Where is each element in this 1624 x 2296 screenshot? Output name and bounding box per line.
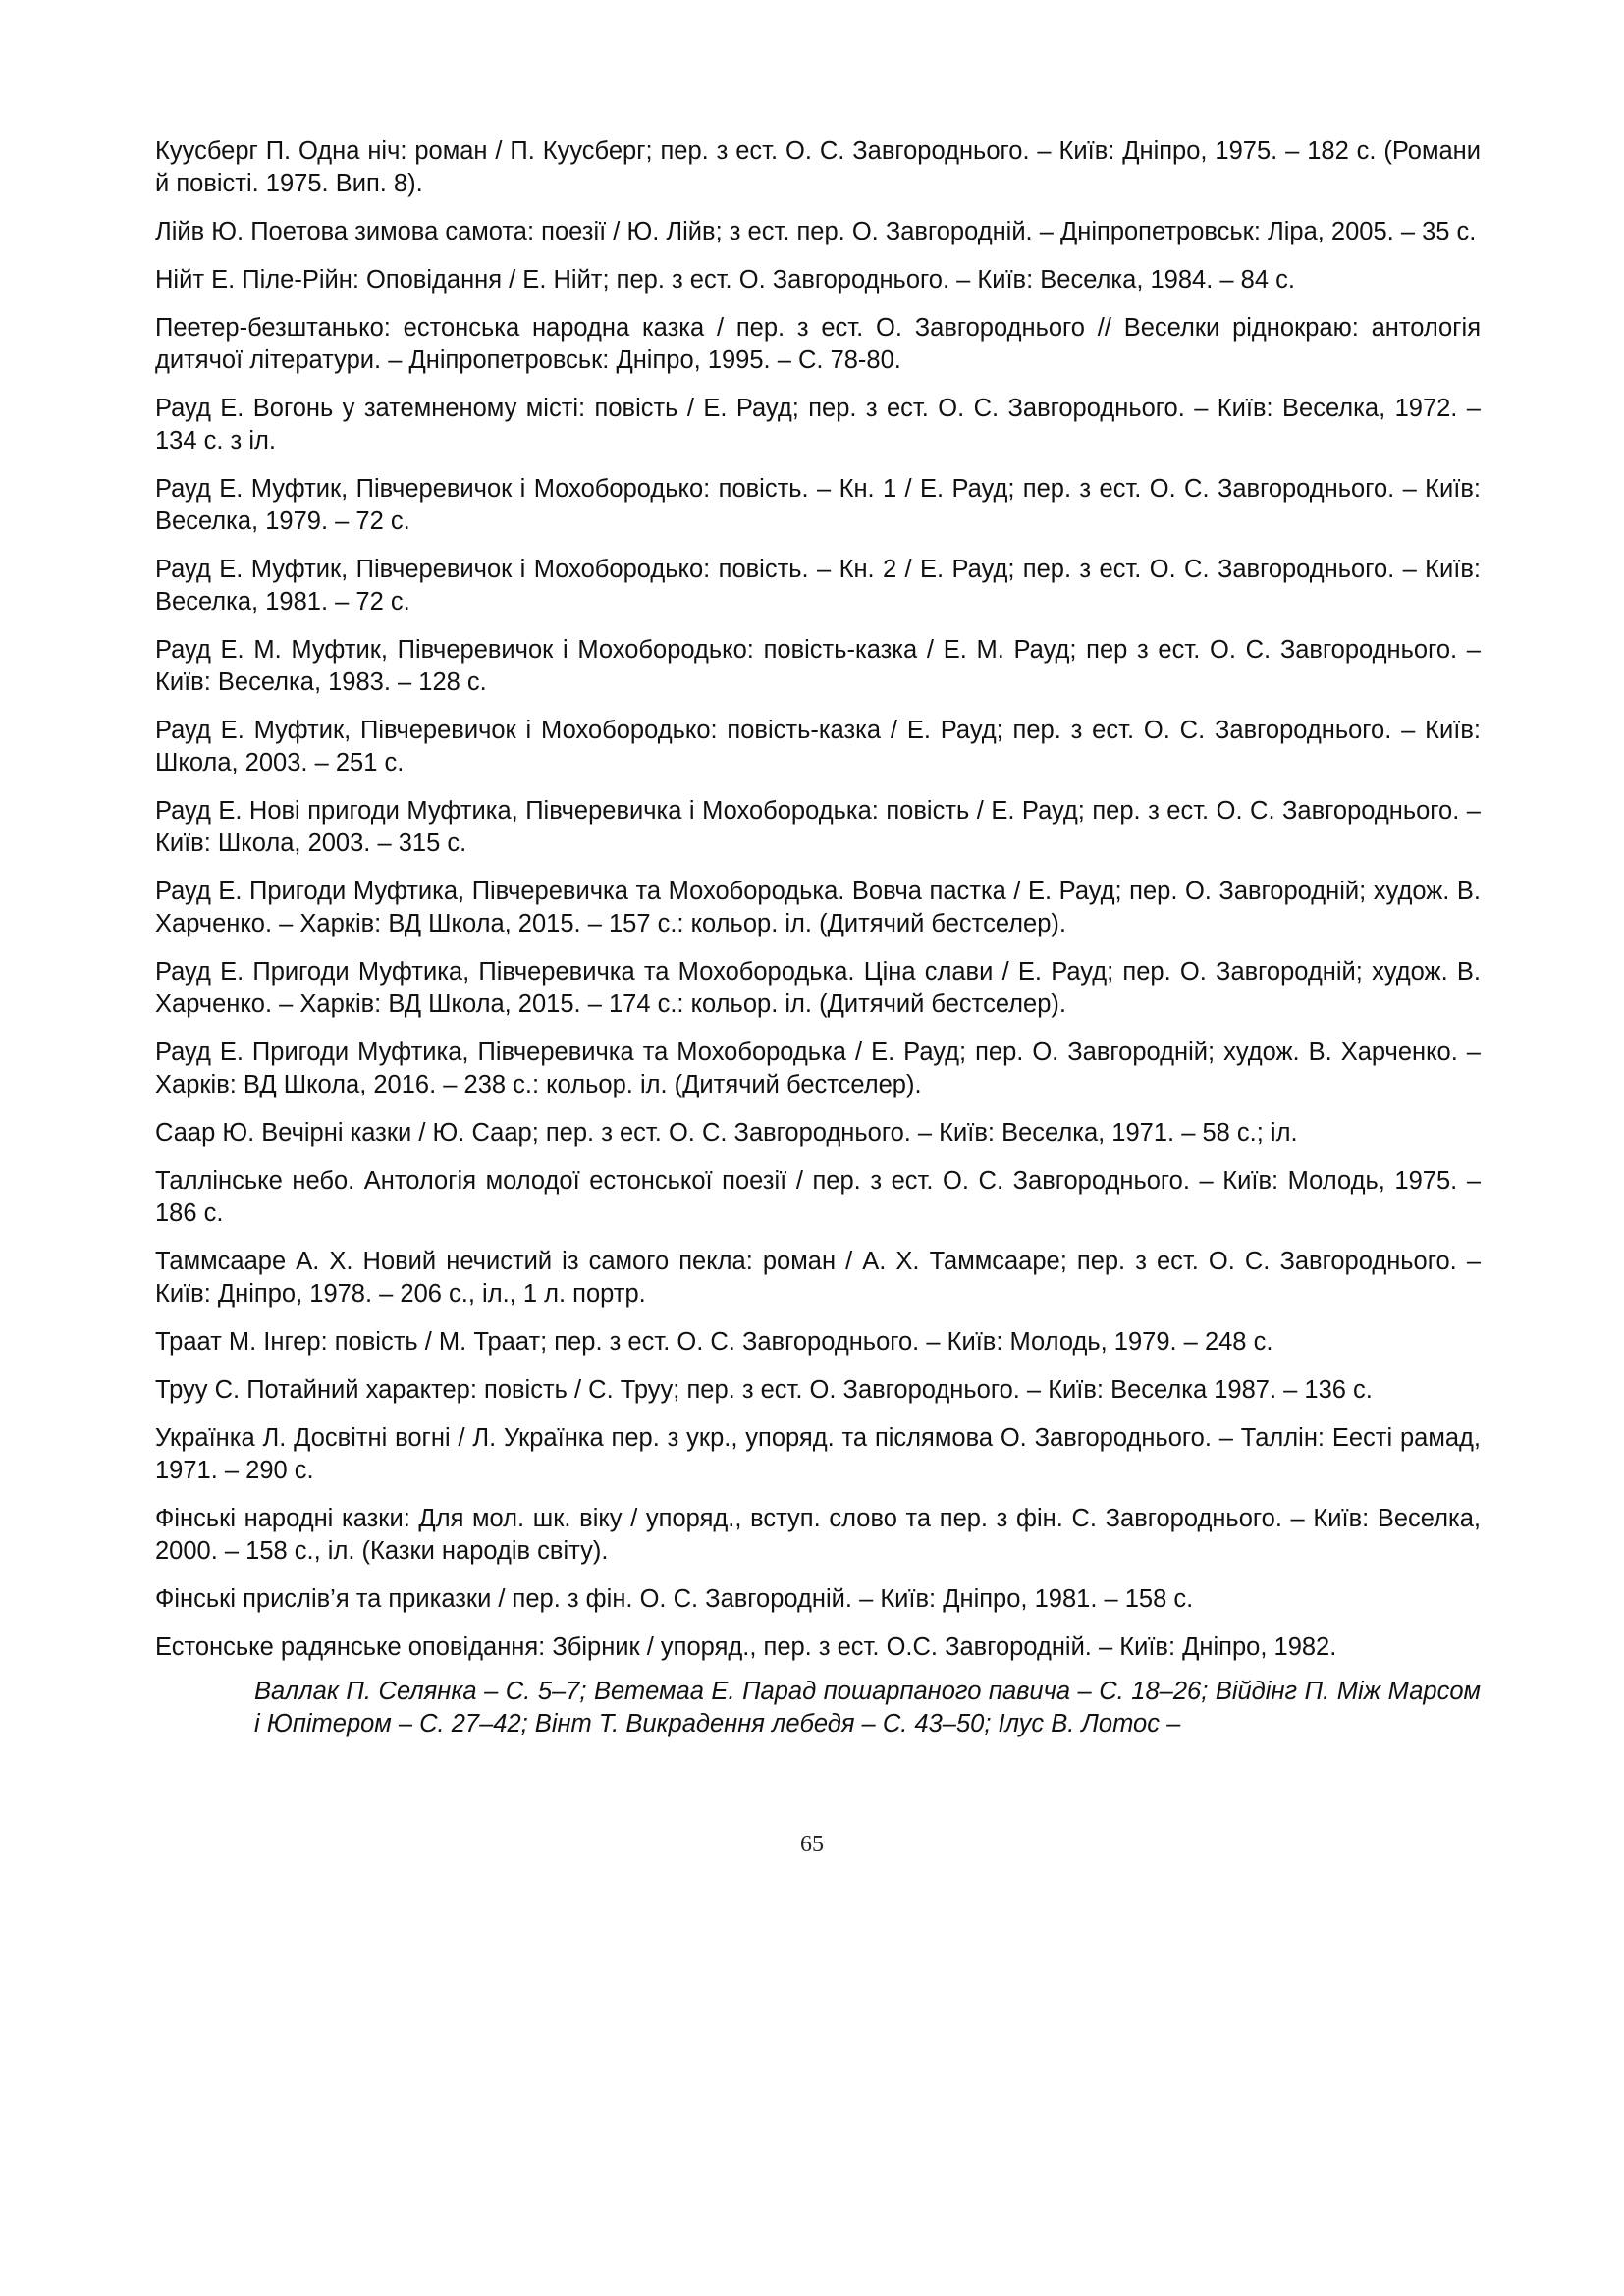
bibliography-entry: Куусберг П. Одна ніч: роман / П. Куусберг; пер. з ест. О. С. Завгороднього. – Київ: Дніпро, 1975. – 182 с. (Романи й повісті. 1975. Вип. 8).: [155, 137, 1481, 197]
bibliography-entry: Лійв Ю. Поетова зимова самота: поезії / Ю. Лійв; з ест. пер. О. Завгородній. – Дніпропетровськ: Ліра, 2005. – 35 с.: [155, 218, 1477, 245]
bibliography-entry: Естонське радянське оповідання: Збірник / упоряд., пер. з ест. О.С. Завгородній. – Київ: Дніпро, 1982.: [155, 1633, 1337, 1661]
bibliography-entry: Труу С. Потайний характер: повість / С. Труу; пер. з ест. О. Завгороднього. – Київ: Веселка 1987. – 136 с.: [155, 1376, 1373, 1404]
bibliography-entry: Таммсааре А. Х. Новий нечистий із самого пекла: роман / А. Х. Таммсааре; пер. з ест. О. С. Завгороднього. – Київ: Дніпро, 1978. – 206 с., іл., 1 л. портр.: [155, 1248, 1481, 1308]
bibliography-entry: Рауд Е. Пригоди Муфтика, Півчеревичка та Мохобородька. Вовча пастка / Е. Рауд; пер. О. Завгородній; худож. В. Харченко. – Харків: ВД Школа, 2015. – 157 с.: кольор. іл. (Дитячий бестселер).: [155, 878, 1481, 937]
bibliography-entry: Українка Л. Досвітні вогні / Л. Українка пер. з укр., упоряд. та післямова О. Завгороднього. – Таллін: Еесті рамад, 1971. – 290 с.: [155, 1424, 1481, 1484]
bibliography-entry: Нійт Е. Піле-Рійн: Оповідання / Е. Нійт; пер. з ест. О. Завгороднього. – Київ: Веселка, 1984. – 84 с.: [155, 266, 1295, 294]
bibliography-entry: Саар Ю. Вечірні казки / Ю. Саар; пер. з ест. О. С. Завгороднього. – Київ: Веселка, 1971. – 58 с.; іл.: [155, 1119, 1298, 1147]
bibliography-entry: Рауд Е. Пригоди Муфтика, Півчеревичка та Мохобородька / Е. Рауд; пер. О. Завгородній; худож. В. Харченко. – Харків: ВД Школа, 2016. – 238 с.: кольор. іл. (Дитячий бестселер).: [155, 1039, 1481, 1098]
contents-sub-entry: Валлак П. Селянка – С. 5–7; Ветемаа Е. Парад пошарпаного павича – С. 18–26; Війдінг П. Між Марсом і Юпітером – С. 27–42; Вінт Т. Викрадення лебедя – С. 43–50; Ілус В. Лотос –: [254, 1678, 1481, 1737]
bibliography-entry: Рауд Е. Муфтик, Півчеревичок і Мохобородько: повість-казка / Е. Рауд; пер. з ест. О. С. Завгороднього. – Київ: Школа, 2003. – 251 с.: [155, 717, 1481, 776]
bibliography-entry: Рауд Е. Вогонь у затемненому місті: повість / Е. Рауд; пер. з ест. О. С. Завгороднього. – Київ: Веселка, 1972. – 134 с. з іл.: [155, 395, 1481, 454]
page-number: 65: [800, 1832, 824, 1857]
bibliography-entry: Траат М. Інгер: повість / М. Траат; пер. з ест. О. С. Завгороднього. – Київ: Молодь, 1979. – 248 с.: [155, 1328, 1273, 1356]
bibliography-entry: Таллінське небо. Антологія молодої естонської поезії / пер. з ест. О. С. Завгороднього. – Київ: Молодь, 1975. – 186 с.: [155, 1167, 1481, 1227]
bibliography-entry: Пеетер-безштанько: естонська народна казка / пер. з ест. О. Завгороднього // Веселки ріднокраю: антологія дитячої літератури. – Дніпропетровськ: Дніпро, 1995. – С. 78-80.: [155, 314, 1481, 374]
bibliography-entry: Рауд Е. Нові пригоди Муфтика, Півчеревичка і Мохобородька: повість / Е. Рауд; пер. з ест. О. С. Завгороднього. – Київ: Школа, 2003. – 315 с.: [155, 797, 1481, 857]
bibliography-entry: Рауд Е. Пригоди Муфтика, Півчеревичка та Мохобородька. Ціна слави / Е. Рауд; пер. О. Завгородній; худож. В. Харченко. – Харків: ВД Школа, 2015. – 174 с.: кольор. іл. (Дитячий бестселер).: [155, 958, 1481, 1018]
bibliography-entry: Фінські прислів’я та приказки / пер. з фін. О. С. Завгородній. – Київ: Дніпро, 1981. – 158 с.: [155, 1585, 1194, 1613]
bibliography-entry: Рауд Е. Муфтик, Півчеревичок і Мохобородько: повість. – Кн. 1 / Е. Рауд; пер. з ест. О. С. Завгороднього. – Київ: Веселка, 1979. – 72 с.: [155, 475, 1481, 535]
bibliography-entry: Рауд Е. М. Муфтик, Півчеревичок і Мохобородько: повість-казка / Е. М. Рауд; пер з ест. О. С. Завгороднього. – Київ: Веселка, 1983. – 128 с.: [155, 636, 1481, 696]
bibliography-entry: Рауд Е. Муфтик, Півчеревичок і Мохобородько: повість. – Кн. 2 / Е. Рауд; пер. з ест. О. С. Завгороднього. – Київ: Веселка, 1981. – 72 с.: [155, 556, 1481, 615]
bibliography-entry: Фінські народні казки: Для мол. шк. віку / упоряд., вступ. слово та пер. з фін. С. Завгороднього. – Київ: Веселка, 2000. – 158 с., іл. (Казки народів світу).: [155, 1505, 1481, 1565]
document-body: [155, 135, 1481, 1756]
